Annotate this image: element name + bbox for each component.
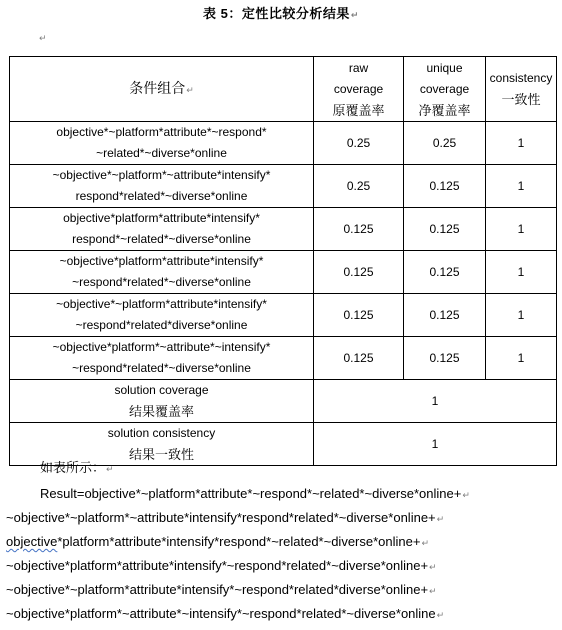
condition-cell: ~objective*platform*attribute*intensify* ~respond*related*~diverse*online <box>10 251 314 294</box>
result-line: ~objective*platform*attribute*intensify*~respond*related*~diverse*online+↵ <box>6 558 437 573</box>
consistency-cell: 1 <box>486 122 557 165</box>
solution-coverage-row <box>10 380 557 423</box>
condition-cell: objective*~platform*attribute*~respond* ~related*~diverse*online <box>10 122 314 165</box>
header-raw-coverage: raw coverage 原覆盖率 <box>314 57 404 122</box>
condition-cell: ~objective*platform*~attribute*~intensify* ~respond*related*~diverse*online <box>10 337 314 380</box>
paragraph-mark-icon: ↵ <box>350 10 359 20</box>
result-line: ~objective*platform*~attribute*~intensify*~respond*related*~diverse*online↵ <box>6 606 445 621</box>
unique-coverage-cell: 0.125 <box>404 165 486 208</box>
paragraph-mark-icon: ↵ <box>39 33 47 43</box>
raw-coverage-cell: 0.25 <box>314 122 404 165</box>
unique-coverage-cell: 0.125 <box>404 337 486 380</box>
table-row <box>10 208 557 251</box>
table-row <box>10 122 557 165</box>
raw-coverage-cell: 0.125 <box>314 294 404 337</box>
solution-coverage-value: 1 <box>314 380 557 423</box>
result-line: Result=objective*~platform*attribute*~respond*~related*~diverse*online+↵ <box>40 486 470 501</box>
raw-coverage-cell: 0.125 <box>314 251 404 294</box>
header-unique-coverage: unique coverage 净覆盖率 <box>404 57 486 122</box>
condition-cell: objective*platform*attribute*intensify* respond*~related*~diverse*online <box>10 208 314 251</box>
condition-cell: ~objective*~platform*attribute*intensify* ~respond*related*diverse*online <box>10 294 314 337</box>
solution-consistency-value: 1 <box>314 423 557 466</box>
table-caption <box>0 3 562 22</box>
consistency-cell: 1 <box>486 251 557 294</box>
raw-coverage-cell: 0.125 <box>314 337 404 380</box>
raw-coverage-cell: 0.25 <box>314 165 404 208</box>
header-condition: 条件组合↵ <box>10 57 314 122</box>
unique-coverage-cell: 0.125 <box>404 251 486 294</box>
solution-coverage-label: solution coverage 结果覆盖率 <box>10 380 314 423</box>
consistency-cell: 1 <box>486 165 557 208</box>
result-line: ~objective*~platform*~attribute*intensify*respond*related*~diverse*online+↵ <box>6 510 445 525</box>
header-consistency: consistency 一致性 <box>486 57 557 122</box>
consistency-cell: 1 <box>486 294 557 337</box>
condition-cell: ~objective*~platform*~attribute*intensify* respond*related*~diverse*online <box>10 165 314 208</box>
qca-results-table <box>9 56 557 466</box>
solution-consistency-label: solution consistency 结果一致性 <box>10 423 314 466</box>
intro-line: 如表所示：↵ <box>40 460 114 475</box>
consistency-cell: 1 <box>486 208 557 251</box>
result-line: ~objective*~platform*attribute*intensify*~respond*related*diverse*online+↵ <box>6 582 437 597</box>
result-line: objective*platform*attribute*intensify*respond*~related*~diverse*online+↵ <box>6 534 430 549</box>
consistency-cell: 1 <box>486 337 557 380</box>
unique-coverage-cell: 0.25 <box>404 122 486 165</box>
table-row <box>10 294 557 337</box>
unique-coverage-cell: 0.125 <box>404 294 486 337</box>
table-row <box>10 337 557 380</box>
raw-coverage-cell: 0.125 <box>314 208 404 251</box>
spelling-flag: objective <box>6 534 58 549</box>
table-row <box>10 165 557 208</box>
table-header-row <box>10 57 557 122</box>
table-caption-text: 表 5：定性比较分析结果 <box>203 6 350 21</box>
unique-coverage-cell: 0.125 <box>404 208 486 251</box>
table-row <box>10 251 557 294</box>
